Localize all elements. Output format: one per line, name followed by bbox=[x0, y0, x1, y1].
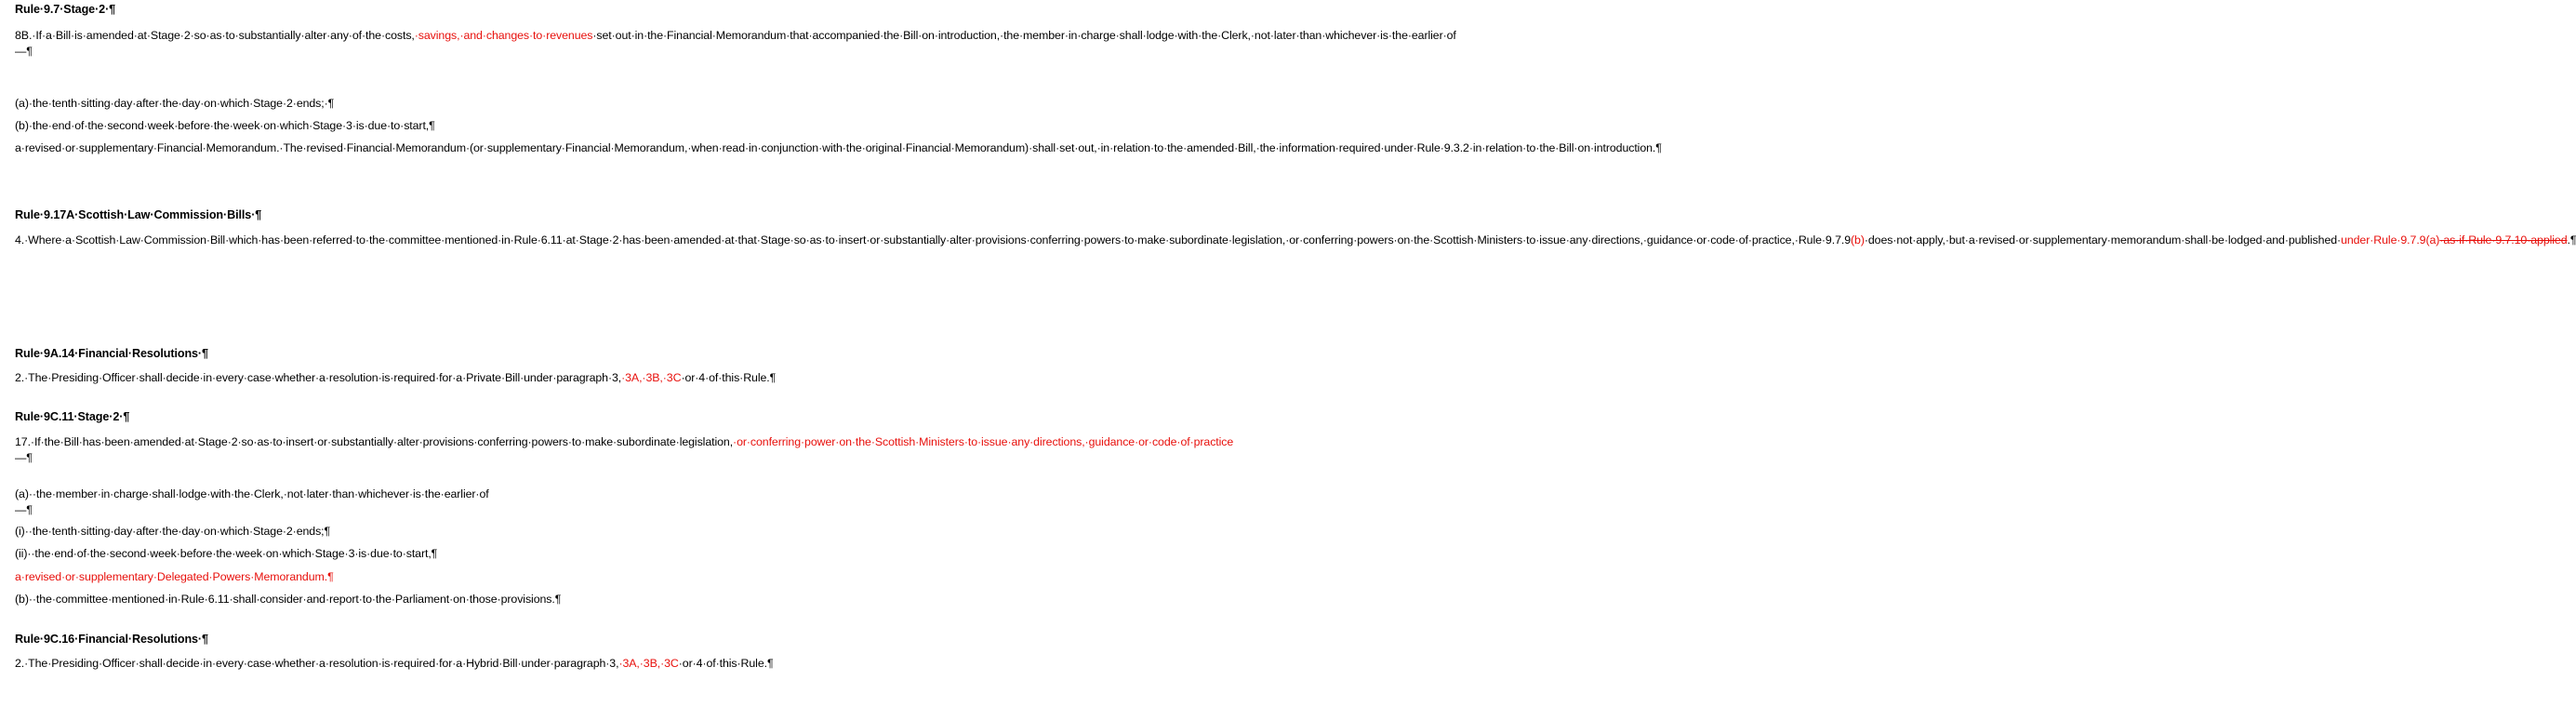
paragraph-b: (b)·the·end·of·the·second·week·before·the·week·on·which·Stage·3·is·due·to·start,¶ bbox=[15, 119, 435, 132]
text-run: 8B.·If·a·Bill·is·amended·at·Stage·2·so·as·to·substantially·alter·any·of·the·costs, bbox=[15, 29, 415, 42]
paragraph-delegated-powers: a·revised·or·supplementary·Delegated·Powers·Memorandum.¶ bbox=[15, 570, 334, 583]
heading-rule-9-17a: Rule·9.17A·Scottish·Law·Commission·Bills·¶ bbox=[15, 208, 262, 221]
inserted-text: (b) bbox=[1851, 233, 1865, 247]
paragraph-i: (i)··the·tenth·sitting·day·after·the·day·on·which·Stage·2·ends;¶ bbox=[15, 525, 331, 538]
paragraph-8b bbox=[15, 28, 1456, 59]
text-run: 17.·If·the·Bill·has·been·amended·at·Stage·2·so·as·to·insert·or·substantially·alter·provisions·conferring·powers·to·make·subordinate·legislation, bbox=[15, 435, 734, 448]
paragraph-17 bbox=[15, 434, 1234, 465]
text-run: 2.·The·Presiding·Officer·shall·decide·in·every·case·whether·a·resolution·is·required·for·a·Private·Bill·under·paragraph·3, bbox=[15, 371, 622, 384]
text-run: ·set·out·in·the·Financial·Memorandum·that·accompanied·the·Bill·on·introduction,·the·member·in·charge·shall·lodge·with·the·Clerk,·not·later·than·whichever·is·the·earlier·of—¶ bbox=[15, 29, 1456, 58]
paragraph-2-private-bill bbox=[15, 370, 777, 386]
text-run: 2.·The·Presiding·Officer·shall·decide·in·every·case·whether·a·resolution·is·required·for·a·Hybrid·Bill·under·paragraph·3, bbox=[15, 657, 619, 670]
inserted-text: ·savings,·and·changes·to·revenues bbox=[414, 29, 593, 42]
deleted-text: ·as·if·Rule·9.7.10·applied bbox=[2439, 233, 2568, 247]
paragraph-4 bbox=[15, 233, 2576, 248]
paragraph-a-member: (a)··the·member·in·charge·shall·lodge·with·the·Clerk,·not·later·than·whichever·is·the·earlier·of—¶ bbox=[15, 487, 489, 516]
text-run: .¶ bbox=[2567, 233, 2576, 247]
inserted-text: ·3A,·3B,·3C bbox=[621, 371, 682, 384]
inserted-text: under·Rule·9.7.9(a) bbox=[2341, 233, 2440, 247]
paragraph-ii: (ii)··the·end·of·the·second·week·before·the·week·on·which·Stage·3·is·due·to·start,¶ bbox=[15, 547, 438, 560]
inserted-text: ·or·conferring·power·on·the·Scottish·Ministers·to·issue·any·directions,·guidance·or·code·of·practice bbox=[733, 435, 1234, 448]
paragraph-a: (a)·the·tenth·sitting·day·after·the·day·on·which·Stage·2·ends;·¶ bbox=[15, 97, 335, 110]
text-run: —¶ bbox=[15, 450, 33, 464]
inserted-text: ·3A,·3B,·3C bbox=[618, 657, 679, 670]
heading-rule-9c-11: Rule·9C.11·Stage·2·¶ bbox=[15, 410, 130, 423]
text-run: ·or·4·of·this·Rule.¶ bbox=[678, 657, 774, 670]
text-run: ·or·4·of·this·Rule.¶ bbox=[681, 371, 777, 384]
heading-rule-9-7: Rule·9.7·Stage·2·¶ bbox=[15, 3, 116, 16]
paragraph-b-committee: (b)··the·committee·mentioned·in·Rule·6.11·shall·consider·and·report·to·the·Parliament·on·those·provisions.¶ bbox=[15, 593, 562, 606]
paragraph-2-hybrid-bill bbox=[15, 656, 774, 672]
text-run: 4.·Where·a·Scottish·Law·Commission·Bill·which·has·been·referred·to·the·committee·mentioned·in·Rule·6.11·at·Stage·2·has·been·amended·at·that·Stage·so·as·to·insert·or·substantially·alter·provisions·conferring·powers·to·make·subordinate·legislation,·or·conferring·powers·on·the·Scottish·Ministers·to·issue·any·directions,·guidance·or·code·of·practice,·Rule·9.7.9 bbox=[15, 233, 1851, 247]
text-run: ·does·not·apply,·but·a·revised·or·supplementary·memorandum·shall·be·lodged·and·published· bbox=[1864, 233, 2342, 247]
paragraph-revised-memorandum: a·revised·or·supplementary·Financial·Memorandum.·The·revised·Financial·Memorandum·(or·supplementary·Financial·Memorandum,·when·read·in·conjunction·with·the·original·Financial·Memorandum)·shall·set·out,·in·relation·to·the·amended·Bill,·the·information·required·under·Rule·9.3.2·in·relation·to·the·Bill·on·introduction.¶ bbox=[15, 141, 1662, 154]
heading-rule-9c-16: Rule·9C.16·Financial·Resolutions·¶ bbox=[15, 633, 208, 646]
heading-rule-9a-14: Rule·9A.14·Financial·Resolutions·¶ bbox=[15, 347, 208, 360]
